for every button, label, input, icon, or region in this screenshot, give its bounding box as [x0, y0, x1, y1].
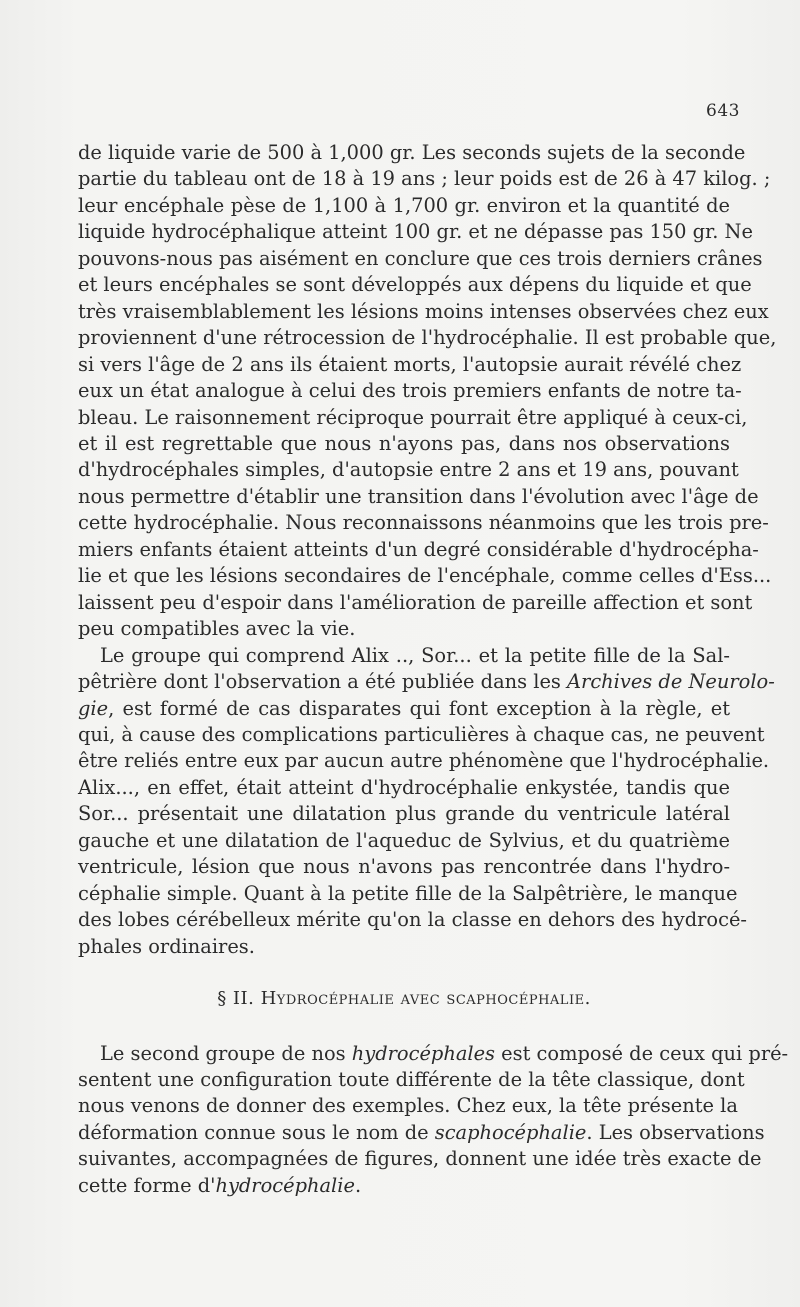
text-run: est composé de ceux qui pré-	[495, 1041, 789, 1065]
text-line: bleau. Le raisonnement réciproque pourrait être appliqué à ceux-ci,	[78, 405, 748, 429]
journal-title: Archives de Neurolo-	[567, 670, 775, 694]
text-line	[78, 1041, 789, 1067]
text-line: eux un état analogue à celui des trois premiers enfants de notre ta-	[78, 379, 742, 403]
text-line: de liquide varie de 500 à 1,000 gr. Les seconds sujets de la seconde	[78, 141, 746, 164]
text-line: ventricule, lésion que nous n'avons pas rencontrée dans l'hydro-	[78, 855, 730, 879]
text-line: très vraisemblablement les lésions moins intenses observées chez eux	[78, 299, 769, 323]
emphasis: hydrocéphalie	[215, 1173, 355, 1197]
text-line	[78, 696, 730, 722]
text-line	[78, 1173, 730, 1199]
paragraph-3	[78, 1041, 789, 1200]
text-line: et il est regrettable que nous n'ayons pas, dans nos observations	[78, 431, 730, 455]
emphasis: hydrocéphales	[351, 1041, 496, 1065]
text-line: nous venons de donner des exemples. Chez eux, la tête présente la	[78, 1094, 738, 1118]
section-number: § II.	[217, 988, 255, 1010]
text-line: liquide hydrocéphalique atteint 100 gr. et ne dépasse pas 150 gr. Ne	[78, 220, 753, 244]
text-run: Le second groupe de nos	[100, 1041, 352, 1065]
text-line: Alix..., en effet, était atteint d'hydrocéphalie enkystée, tandis que	[78, 775, 730, 799]
text-line: d'hydrocéphales simples, d'autopsie entre 2 ans et 19 ans, pouvant	[78, 458, 739, 482]
text-run: .	[354, 1173, 362, 1197]
text-line: pouvons-nous pas aisément en conclure que ces trois derniers crânes	[78, 246, 763, 270]
journal-title: gie	[78, 696, 109, 720]
text-line	[78, 1120, 765, 1146]
text-line: être reliés entre eux par aucun autre phénomène que l'hydrocéphalie.	[78, 749, 770, 773]
text-line: céphalie simple. Quant à la petite fille de la Salpêtrière, le manque	[78, 881, 738, 905]
text-line: sentent une configuration toute différente de la tête classique, dont	[78, 1067, 745, 1091]
text-line: des lobes cérébelleux mérite qu'on la classe en dehors des hydrocé-	[78, 908, 747, 932]
text-line: Le groupe qui comprend Alix .., Sor... et la petite fille de la Sal-	[100, 643, 730, 667]
text-line: leur encéphale pèse de 1,100 à 1,700 gr. environ et la quantité de	[78, 193, 730, 217]
paragraph-1	[78, 140, 777, 643]
text-line: proviennent d'une rétrocession de l'hydrocéphalie. Il est probable que,	[78, 326, 777, 350]
text-line: gauche et une dilatation de l'aqueduc de Sylvius, et du quatrième	[78, 828, 730, 852]
section-heading	[78, 986, 730, 1012]
text-line: phales ordinaires.	[78, 934, 255, 958]
text-run: déformation connue sous le nom de	[78, 1120, 435, 1144]
emphasis: scaphocéphalie	[434, 1120, 587, 1144]
paragraph-2	[78, 643, 775, 960]
text-line: miers enfants étaient atteints d'un degré considérable d'hydrocépha-	[78, 537, 759, 561]
section-title: Hydrocéphalie avec scaphocéphalie.	[260, 988, 591, 1010]
text-line: lie et que les lésions secondaires de l'encéphale, comme celles d'Ess...	[78, 564, 772, 588]
text-line: cette hydrocéphalie. Nous reconnaissons néanmoins que les trois pre-	[78, 511, 769, 535]
text-line: partie du tableau ont de 18 à 19 ans ; leur poids est de 26 à 47 kilog. ;	[78, 167, 771, 191]
text-line: et leurs encéphales se sont développés aux dépens du liquide et que	[78, 273, 752, 297]
text-line: laissent peu d'espoir dans l'amélioration de pareille affection et sont	[78, 590, 753, 614]
text-run: , est formé de cas disparates qui font exception à la règle, et	[108, 696, 730, 720]
text-run: pêtrière dont l'observation a été publiée dans les	[78, 670, 568, 694]
text-run: cette forme d'	[78, 1173, 216, 1197]
text-line	[78, 669, 775, 695]
body-text	[78, 140, 789, 1199]
text-line: nous permettre d'établir une transition dans l'évolution avec l'âge de	[78, 484, 759, 508]
text-line: Sor... présentait une dilatation plus grande du ventricule latéral	[78, 802, 730, 826]
text-line: suivantes, accompagnées de figures, donnent une idée très exacte de	[78, 1147, 762, 1171]
text-line: si vers l'âge de 2 ans ils étaient morts, l'autopsie aurait révélé chez	[78, 352, 742, 376]
text-line: peu compatibles avec la vie.	[78, 617, 356, 641]
text-line: qui, à cause des complications particulières à chaque cas, ne peuvent	[78, 722, 765, 746]
text-run: . Les observations	[586, 1120, 765, 1144]
page-number: 643	[706, 101, 740, 121]
